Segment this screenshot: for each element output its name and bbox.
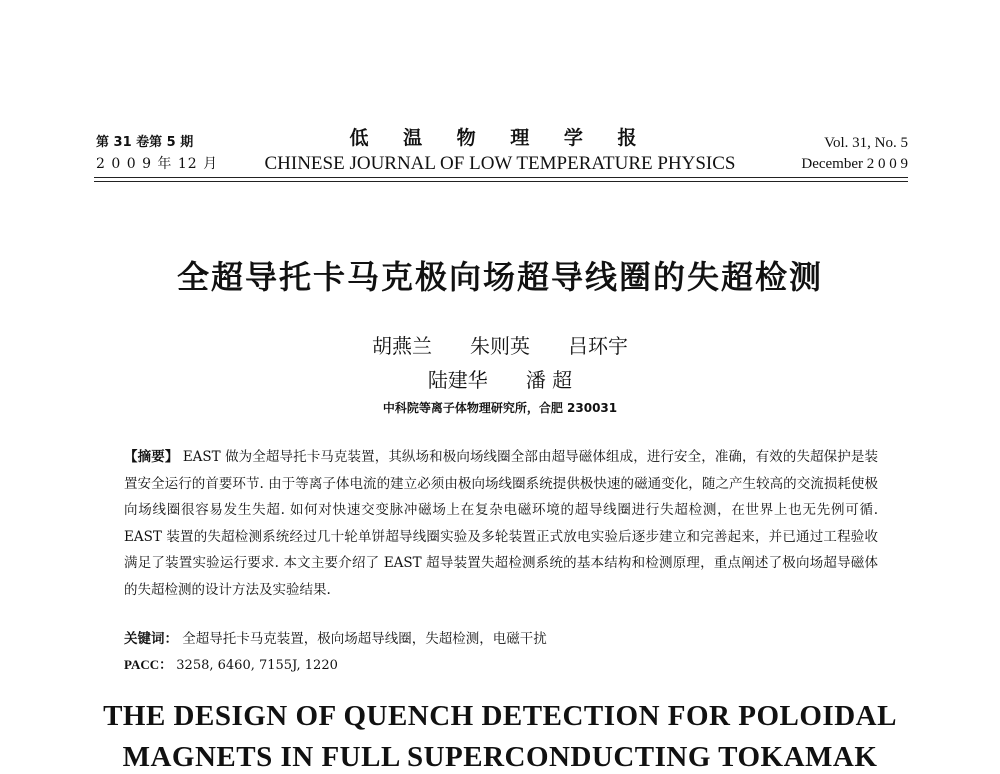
keywords [124, 628, 547, 650]
date-cn: 2 0 0 9 年 12 月 [96, 156, 219, 172]
keywords-text: 全超导托卡马克装置，极向场超导线圈，失超检测，电磁干扰 [178, 631, 547, 647]
journal-name-cn: 低 温 物 理 学 报 [349, 127, 651, 149]
author-name: 陆建华 [427, 368, 488, 392]
author-name: 潘 超 [525, 368, 573, 392]
affiliation: 中科院等离子体物理研究所，合肥 230031 [382, 401, 618, 415]
volume-issue-en: Vol. 31, No. 5 [824, 135, 908, 151]
keywords-label: 关键词： [124, 631, 178, 647]
author-name: 吕环宇 [568, 334, 628, 358]
abstract [124, 444, 878, 603]
authors-line-2 [0, 364, 1000, 393]
journal-name-en: CHINESE JOURNAL OF LOW TEMPERATURE PHYSICS [264, 153, 736, 174]
paper-title-en-line-2: MAGNETS IN FULL SUPERCONDUCTING TOKAMAK [122, 741, 878, 773]
paper-title-cn: 全超导托卡马克极向场超导线圈的失超检测 [176, 258, 823, 296]
pacc-text: 3258, 6460, 7155J, 1220 [172, 658, 338, 673]
date-en: December 2 0 0 9 [801, 156, 908, 172]
pacc-label: PACC： [124, 657, 173, 672]
abstract-text: EAST 做为全超导托卡马克装置，其纵场和极向场线圈全部由超导磁体组成，进行安全，准确，有效的失超保护是装置安全运行的首要环节. 由于等离子体电流的建立必须由极向场线圈系统提供极快速的磁通变化，随之产生较高的交流损耗使极向场线圈很容易发生失超. 如何对快速交变脉冲磁场上在复杂电磁环境的超导线圈进行失超检测，在世界上也无先例可循. EAST 装置的失超检测系统经过几十轮单饼超导线圈实验及多轮装置正式放电实验后逐步建立和完善起来，并已通过工程验收满足了装置实验运行要求. 本文主要介绍了 EAST 超导装置失超检测系统的基本结构和检测原理，重点阐述了极向场超导磁体的失超检测的设计方法及实验结果. [124, 449, 878, 598]
volume-issue-cn: 第 31 卷第 5 期 [96, 135, 194, 150]
header-rule-top [94, 177, 908, 178]
header-rule-bottom [94, 181, 908, 182]
authors-line-1 [0, 330, 1000, 359]
author-name: 朱则英 [470, 334, 530, 358]
paper-title-en-line-1: THE DESIGN OF QUENCH DETECTION FOR POLOIDAL [103, 700, 897, 732]
abstract-label: 【摘要】 [124, 449, 179, 465]
author-name: 胡燕兰 [372, 334, 432, 358]
pacc-codes [124, 654, 338, 677]
